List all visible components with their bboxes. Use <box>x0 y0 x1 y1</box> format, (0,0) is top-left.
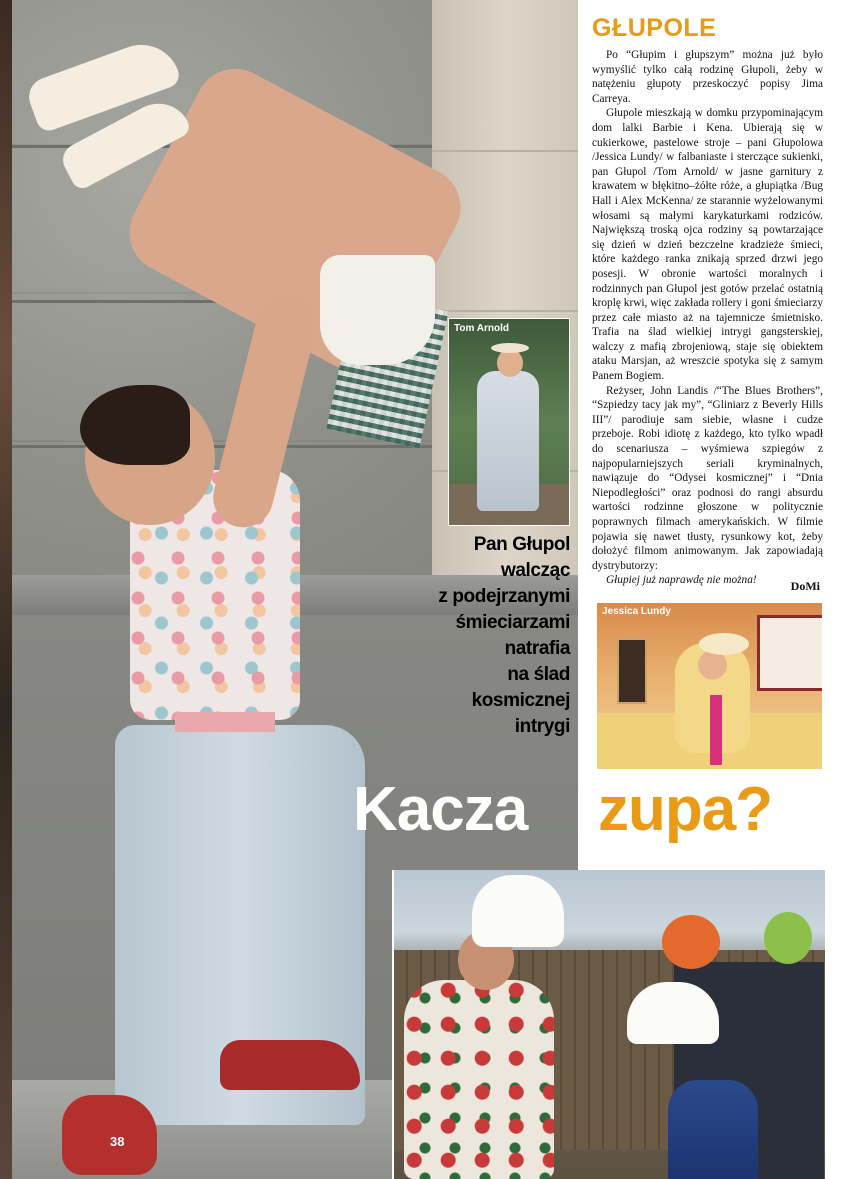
article-paragraph: Głupole mieszkają w domku przypominającym dom lalki Barbie i Kena. Ubierają się w cukierkowe, pastelowe stroje – pani Głupolowa /Jessica Lundy/ w falbaniaste i sterczące sukienki, pan Głupol /Tom Arnold/ w jasne garnitury z krawatem w błękitno–żółte róże, a głupiątka /Bug Hall i Alex McKenna/ ze starannie wyżelowanymi włosami są małymi karykaturkami rodziców. Największą troską ojca rodziny są powtarzające się dzień w dzień bezczelne kradzieże śmieci, które każdego ranka znikają sprzed drzwi jego posesji. W obronie wartości moralnych i rodzinnych pan Głupol jest gotów przelać ostatnią kroplę krwi, więc zakłada rollery i goni śmieciarzy przez całe miasto aż na tajemnicze śmietnisko. Trafia na ślad wielkiej intrygi gangsterskiej, walczy z mafią zbrojeniową, staje się obiektem ataku Marsjan, aż wreszcie spotyka się z samym Panem Bogiem. <box>592 107 823 383</box>
section-title: GŁUPOLE <box>592 14 717 42</box>
orange-alien-mask <box>662 915 720 969</box>
page-margin <box>825 870 855 1179</box>
caption-line: na ślad <box>507 664 570 685</box>
tom-head <box>497 349 523 377</box>
child-chef-hat <box>627 982 719 1044</box>
page-number: 38 <box>110 1134 125 1149</box>
pink-ribbon <box>710 695 722 765</box>
caption-line: Pan Głupol <box>473 534 570 555</box>
article-paragraph: Po “Głupim i głupszym” można już było wymyślić tylko całą rodzinę Głupoli, żeby w natężeniu głupoty przeskoczyć popisy Jima Carreya. <box>592 49 823 105</box>
author-signature: DoMi <box>790 579 820 593</box>
photo-jessica-lundy <box>597 603 822 769</box>
photo-label-jessica: Jessica Lundy <box>602 606 671 617</box>
pillar-joint <box>432 150 578 152</box>
caption-line: intrygi <box>514 716 570 737</box>
light-suit <box>477 371 539 511</box>
headline-word-1: Kacza <box>353 775 528 844</box>
headline-word-2: zupa? <box>598 775 773 844</box>
caption-line: natrafia <box>504 638 570 659</box>
photo-tom-arnold <box>448 318 570 526</box>
article-paragraph: Reżyser, John Landis /“The Blues Brothers”, “Szpiedzy tacy jak my”, “Gliniarz z Beverly Hills III”/ parodiuje sam siebie, własne i cudze przeboje. Robi idiotę z każdego, kto tylko wpadł do scenariusza – wyśmiewa szpiegów z najpopularniejszych seriali kryminalnych, nawiązuje do “Odysei kosmicznej” i “Dnia Niepodległości” oraz podnosi do rangi absurdu wartości rodzinne głoszone w politycznie poprawnych filmach amerykańskich. W filmie pojawia się nawet tłusty, rysunkowy kot, żeby dołożyć filmom animowanym. Jak zapowiadają dystrybutorzy: <box>592 384 823 572</box>
wall-joint <box>12 445 432 448</box>
pillar-joint <box>432 310 578 312</box>
caption-line: kosmicznej <box>471 690 570 711</box>
hair-bow <box>699 633 749 655</box>
headline <box>353 770 833 850</box>
photo-label-tom: Tom Arnold <box>454 323 509 334</box>
caption-line: śmieciarzami <box>455 612 570 633</box>
boy-belt <box>175 712 275 732</box>
white-petticoat <box>320 255 435 365</box>
adjacent-page-edge <box>0 0 12 1179</box>
boy-hair <box>80 385 190 465</box>
red-sneaker <box>220 1040 360 1090</box>
article-closing-quote: Głupiej już naprawdę nie można! <box>606 574 757 587</box>
caption-line: z podejrzanymi <box>438 586 570 607</box>
picture-frame <box>617 638 647 704</box>
photo-backyard-chefs <box>392 870 827 1179</box>
straw-hat <box>491 343 529 353</box>
child-shirt <box>668 1080 758 1179</box>
chef-shirt <box>404 980 554 1179</box>
chef-hat <box>472 875 564 947</box>
window <box>757 615 822 691</box>
photo-caption <box>398 532 570 740</box>
green-alien-mask <box>764 912 812 964</box>
article-body <box>592 48 823 588</box>
caption-line: walcząc <box>500 560 570 581</box>
